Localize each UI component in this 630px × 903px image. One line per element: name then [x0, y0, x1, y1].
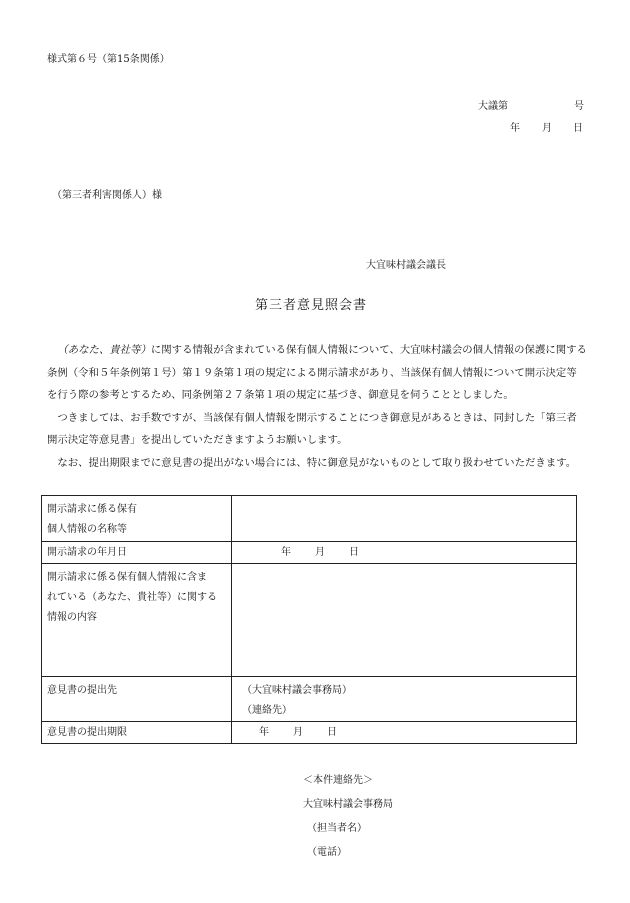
- paragraph-1-rest: に関する情報が含まれている保有個人情報について、大宜味村議会の個人情報の保護に関する条例（令和５年条例第１号）第１９条第１項の規定による開示請求があり、当該保有個人情報について開示決定等を行う際の参考とするため、同条例第２７条第１項の規定に基づき、御意見を伺うこととしました。: [47, 344, 587, 401]
- paragraph-1-italic: （あなた、貴社等）: [57, 344, 151, 356]
- table-label-cell: [42, 496, 232, 542]
- contact-person: （担当者名）: [307, 823, 367, 834]
- row1-label-line1: 開示請求に係る保有: [47, 504, 137, 515]
- recipient: （第三者利害関係人）様: [52, 190, 162, 201]
- date-month: 月: [542, 123, 552, 134]
- contact-phone: （電話）: [307, 847, 347, 858]
- row1-label-line2: 個人情報の名称等: [47, 524, 127, 535]
- row4-value-line2: （連絡先）: [242, 705, 292, 716]
- table-row: [42, 677, 577, 722]
- row1-value-cell: [232, 496, 577, 542]
- doc-number-suffix: 号: [574, 101, 584, 112]
- row5-value-cell: [232, 722, 577, 744]
- page-title: 第三者意見照会書: [255, 298, 368, 313]
- row5-label: 意見書の提出期限: [42, 722, 232, 744]
- paragraph-3: なお、提出期限までに意見書の提出がない場合には、特に御意見がないものとして取り扱わせていただきます。: [57, 456, 577, 469]
- row5-day: 日: [327, 727, 337, 738]
- doc-number-prefix: 大議第: [478, 101, 508, 112]
- form-number: 様式第６号（第15条関係）: [47, 54, 170, 65]
- paragraph-2: つきましては、お手数ですが、当該保有個人情報を開示することにつき御意見があるときは、同封した「第三者開示決定等意見書」を提出していただきますようお願いします。: [47, 411, 577, 446]
- date-year: 年: [510, 123, 520, 134]
- contact-heading: ＜本件連絡先＞: [303, 775, 373, 786]
- row2-day: 日: [349, 547, 359, 558]
- row3-label-line1: 開示請求に係る保有個人情報に含ま: [47, 572, 207, 583]
- row3-label-line2: れている（あなた、貴社等）に関する: [47, 592, 217, 603]
- body-text: [47, 339, 587, 474]
- table-row: [42, 722, 577, 744]
- row3-label-line3: 情報の内容: [47, 612, 97, 623]
- row2-month: 月: [315, 547, 325, 558]
- row2-value-cell: [232, 542, 577, 564]
- row5-year: 年: [259, 727, 269, 738]
- date-day: 日: [573, 123, 583, 134]
- row2-label: 開示請求の年月日: [42, 542, 232, 564]
- row4-value-cell: [232, 677, 577, 722]
- table-row: [42, 542, 577, 564]
- table-row: [42, 564, 577, 677]
- paragraph-1: [47, 339, 587, 407]
- row2-year: 年: [281, 547, 291, 558]
- row5-month: 月: [293, 727, 303, 738]
- info-table: [41, 495, 577, 744]
- row4-value-line1: （大宜味村議会事務局）: [242, 685, 352, 696]
- contact-office: 大宜味村議会事務局: [303, 799, 393, 810]
- table-label-cell: [42, 564, 232, 677]
- row3-value-cell: [232, 564, 577, 677]
- table-row: [42, 496, 577, 542]
- sender: 大宜味村議会議長: [366, 260, 446, 271]
- row4-label: 意見書の提出先: [42, 677, 232, 722]
